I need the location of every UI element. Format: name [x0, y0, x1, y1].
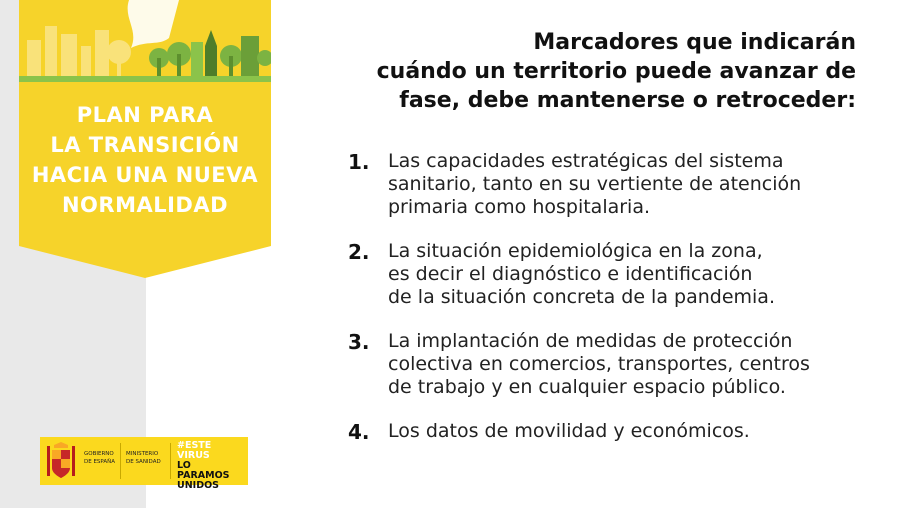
item-number: 3.: [348, 330, 370, 354]
item-text-line: La implantación de medidas de protección: [388, 330, 793, 352]
banner-title-line: NORMALIDAD: [61, 193, 229, 217]
item-number: 4.: [348, 420, 370, 444]
heading-line: Marcadores que indicarán: [533, 30, 856, 55]
banner-title-line: PLAN PARA: [76, 103, 214, 127]
item-number: 2.: [348, 240, 370, 264]
list-item: [348, 330, 888, 399]
heading-line: fase, debe mantenerse o retroceder:: [399, 88, 856, 113]
item-text-line: es decir el diagnóstico e identificación: [388, 263, 753, 285]
list-item: [348, 420, 888, 444]
slogan-line: PARAMOS: [177, 470, 230, 481]
item-text-line: de trabajo y en cualquier espacio público.: [388, 376, 786, 398]
item-text: [388, 240, 775, 309]
slogan-line: LO: [177, 460, 191, 471]
plan-banner: [19, 0, 271, 278]
slogan: [177, 441, 229, 491]
banner-title: [19, 100, 271, 220]
item-text-line: sanitario, tanto en su vertiente de atención: [388, 173, 802, 195]
item-text-line: colectiva en comercios, transportes, centros: [388, 353, 810, 375]
page-heading: [336, 28, 856, 115]
item-text-line: Las capacidades estratégicas del sistema: [388, 150, 784, 172]
list-item: [348, 240, 888, 309]
footer-divider: [170, 443, 171, 479]
markers-list: [348, 150, 888, 465]
ministerio-label: MINISTERIO DE SANIDAD: [126, 451, 161, 465]
item-text: [388, 420, 750, 444]
footer-divider: [120, 443, 121, 479]
item-text-line: La situación epidemiológica en la zona,: [388, 240, 763, 262]
slogan-hashtag: VIRUS: [177, 450, 210, 461]
coat-of-arms-icon: [44, 442, 78, 480]
item-text-line: de la situación concreta de la pandemia.: [388, 286, 775, 308]
slogan-line: UNIDOS: [177, 480, 220, 491]
item-text-line: Los datos de movilidad y económicos.: [388, 420, 750, 442]
footer-logos: [40, 437, 248, 491]
item-text-line: primaria como hospitalaria.: [388, 196, 651, 218]
item-text: [388, 150, 801, 219]
slogan-hashtag: #ESTE: [177, 440, 212, 451]
list-item: [348, 150, 888, 219]
item-number: 1.: [348, 150, 370, 174]
banner-title-line: HACIA UNA NUEVA: [31, 163, 259, 187]
item-text: [388, 330, 810, 399]
gobierno-label: GOBIERNO DE ESPAÑA: [84, 451, 116, 465]
banner-title-line: LA TRANSICIÓN: [50, 133, 240, 157]
heading-line: cuándo un territorio puede avanzar de: [376, 59, 856, 84]
